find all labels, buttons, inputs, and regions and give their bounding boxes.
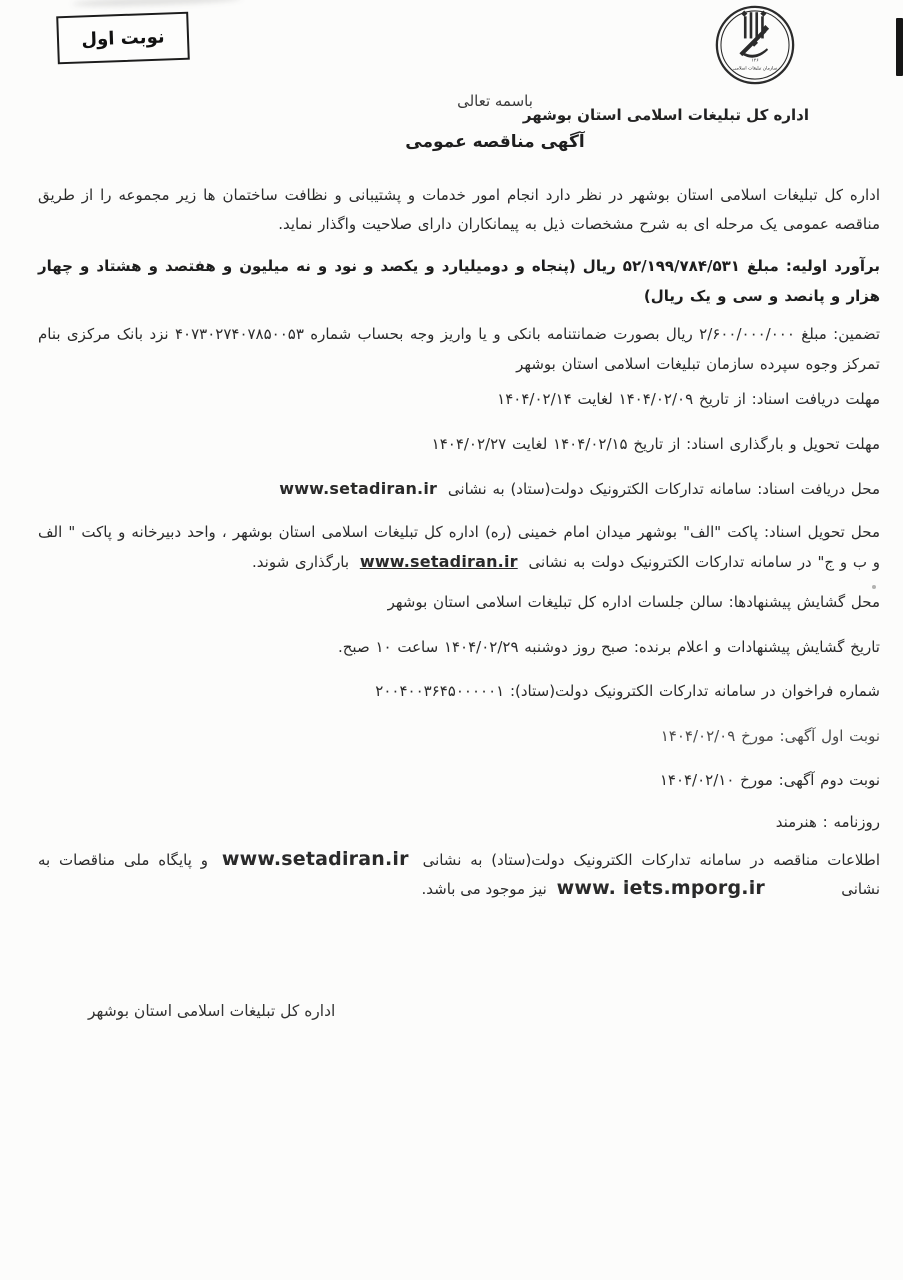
- delivery-place-text-before: محل تحویل اسناد: پاکت "الف" بوشهر میدان امام خمینی (ره) اداره کل تبلیغات اسلامی استان بوشهر ، واحد دبیرخانه و پاکت " الف و ب و ج" در سامانه تدارکات الکترونیک دولت به نشانی: [38, 523, 880, 571]
- page-title: آگهی مناقصه عمومی: [405, 132, 585, 152]
- opening-place-line: محل گشایش پیشنهادها: سالن جلسات اداره کل تبلیغات اسلامی استان بوشهر: [387, 593, 880, 611]
- scan-speck: [872, 585, 876, 589]
- scan-smudge: [72, 0, 242, 8]
- second-publish-line: نوبت دوم آگهی: مورخ ۱۴۰۴/۰۲/۱۰: [659, 771, 880, 789]
- stamp-label: نوبت اول: [81, 26, 165, 50]
- info-paragraph-line2: [422, 877, 770, 899]
- org-logo-icon: [714, 4, 796, 86]
- logo-caption: سازمان تبلیغات اسلامی: [732, 66, 778, 72]
- receive-place-line: [274, 479, 880, 498]
- org-name-header: اداره کل تبلیغات اسلامی استان بوشهر: [522, 106, 809, 124]
- info-text-middle: و پایگاه ملی مناقصات به نشانی: [38, 851, 880, 898]
- receive-place-text: محل دریافت اسناد: سامانه تدارکات الکترونیک دولت(ستاد) به نشانی: [447, 480, 880, 498]
- info-text-after: نیز موجود می باشد.: [421, 880, 547, 898]
- submit-deadline-line: مهلت تحویل و بارگذاری اسناد: از تاریخ ۱۴۰۴/۰۲/۱۵ لغایت ۱۴۰۴/۰۲/۲۷: [431, 435, 880, 453]
- estimate-paragraph: برآورد اولیه: مبلغ ۵۲/۱۹۹/۷۸۴/۵۳۱ ریال (پنجاه و دومیلیارد و یکصد و نود و نه میلیون و هفتصد و هشتاد و چهار هزار و پانصد و سی و یک ریال): [38, 257, 880, 305]
- islamic-propagation-emblem-icon: [714, 4, 796, 86]
- opening-date-line: تاریخ گشایش پیشنهادات و اعلام برنده: صبح روز دوشنبه ۱۴۰۴/۰۲/۲۹ ساعت ۱۰ صبح.: [337, 638, 880, 656]
- basmala-text: باسمه تعالی: [457, 92, 533, 110]
- signature-org-name: اداره کل تبلیغات اسلامی استان بوشهر: [88, 1002, 336, 1020]
- setadiran-url: www.setadiran.ir: [279, 479, 438, 498]
- logo-number: ۱۳۶: [751, 58, 759, 64]
- setadiran-url-large: www.setadiran.ir: [221, 848, 409, 870]
- info-text-before: اطلاعات مناقصه در سامانه تدارکات الکترونیک دولت(ستاد) به نشانی: [422, 851, 880, 869]
- delivery-place-text-after: بارگذاری شوند.: [252, 553, 350, 571]
- first-round-stamp-box: [56, 12, 190, 65]
- intro-paragraph: اداره کل تبلیغات اسلامی استان بوشهر در نظر دارد انجام امور خدمات و پشتیبانی و نظافت ساختمان ها زیر مجموعه را از طریق مناقصه عمومی یک مرحله ای به شرح مشخصات ذیل به پیمانکاران دارای صلاحیت واگذار نماید.: [38, 186, 880, 233]
- receive-deadline-line: مهلت دریافت اسناد: از تاریخ ۱۴۰۴/۰۲/۰۹ لغایت ۱۴۰۴/۰۲/۱۴: [497, 390, 880, 408]
- first-publish-line: نوبت اول آگهی: مورخ ۱۴۰۴/۰۲/۰۹: [660, 727, 880, 745]
- setadiran-url-underlined: www.setadiran.ir: [359, 552, 518, 571]
- iets-mporg-url: www. iets.mporg.ir: [556, 877, 765, 899]
- newspaper-line: روزنامه : هنرمند: [775, 813, 880, 831]
- scan-edge-mark: [896, 18, 903, 76]
- delivery-place-paragraph: [38, 517, 880, 577]
- call-number-line: شماره فراخوان در سامانه تدارکات الکترونیک دولت(ستاد): ۲۰۰۴۰۰۳۶۴۵۰۰۰۰۰۱: [375, 682, 880, 700]
- guarantee-paragraph: تضمین: مبلغ ۲/۶۰۰/۰۰۰/۰۰۰ ریال بصورت ضمانتنامه بانکی و یا واریز وجه بحساب شماره ۴۰۷۳۰۲۷۴۰۷۸۵۰۰۵۳ نزد بانک مرکزی بنام تمرکز وجوه سپرده سازمان تبلیغات اسلامی استان بوشهر: [38, 325, 881, 373]
